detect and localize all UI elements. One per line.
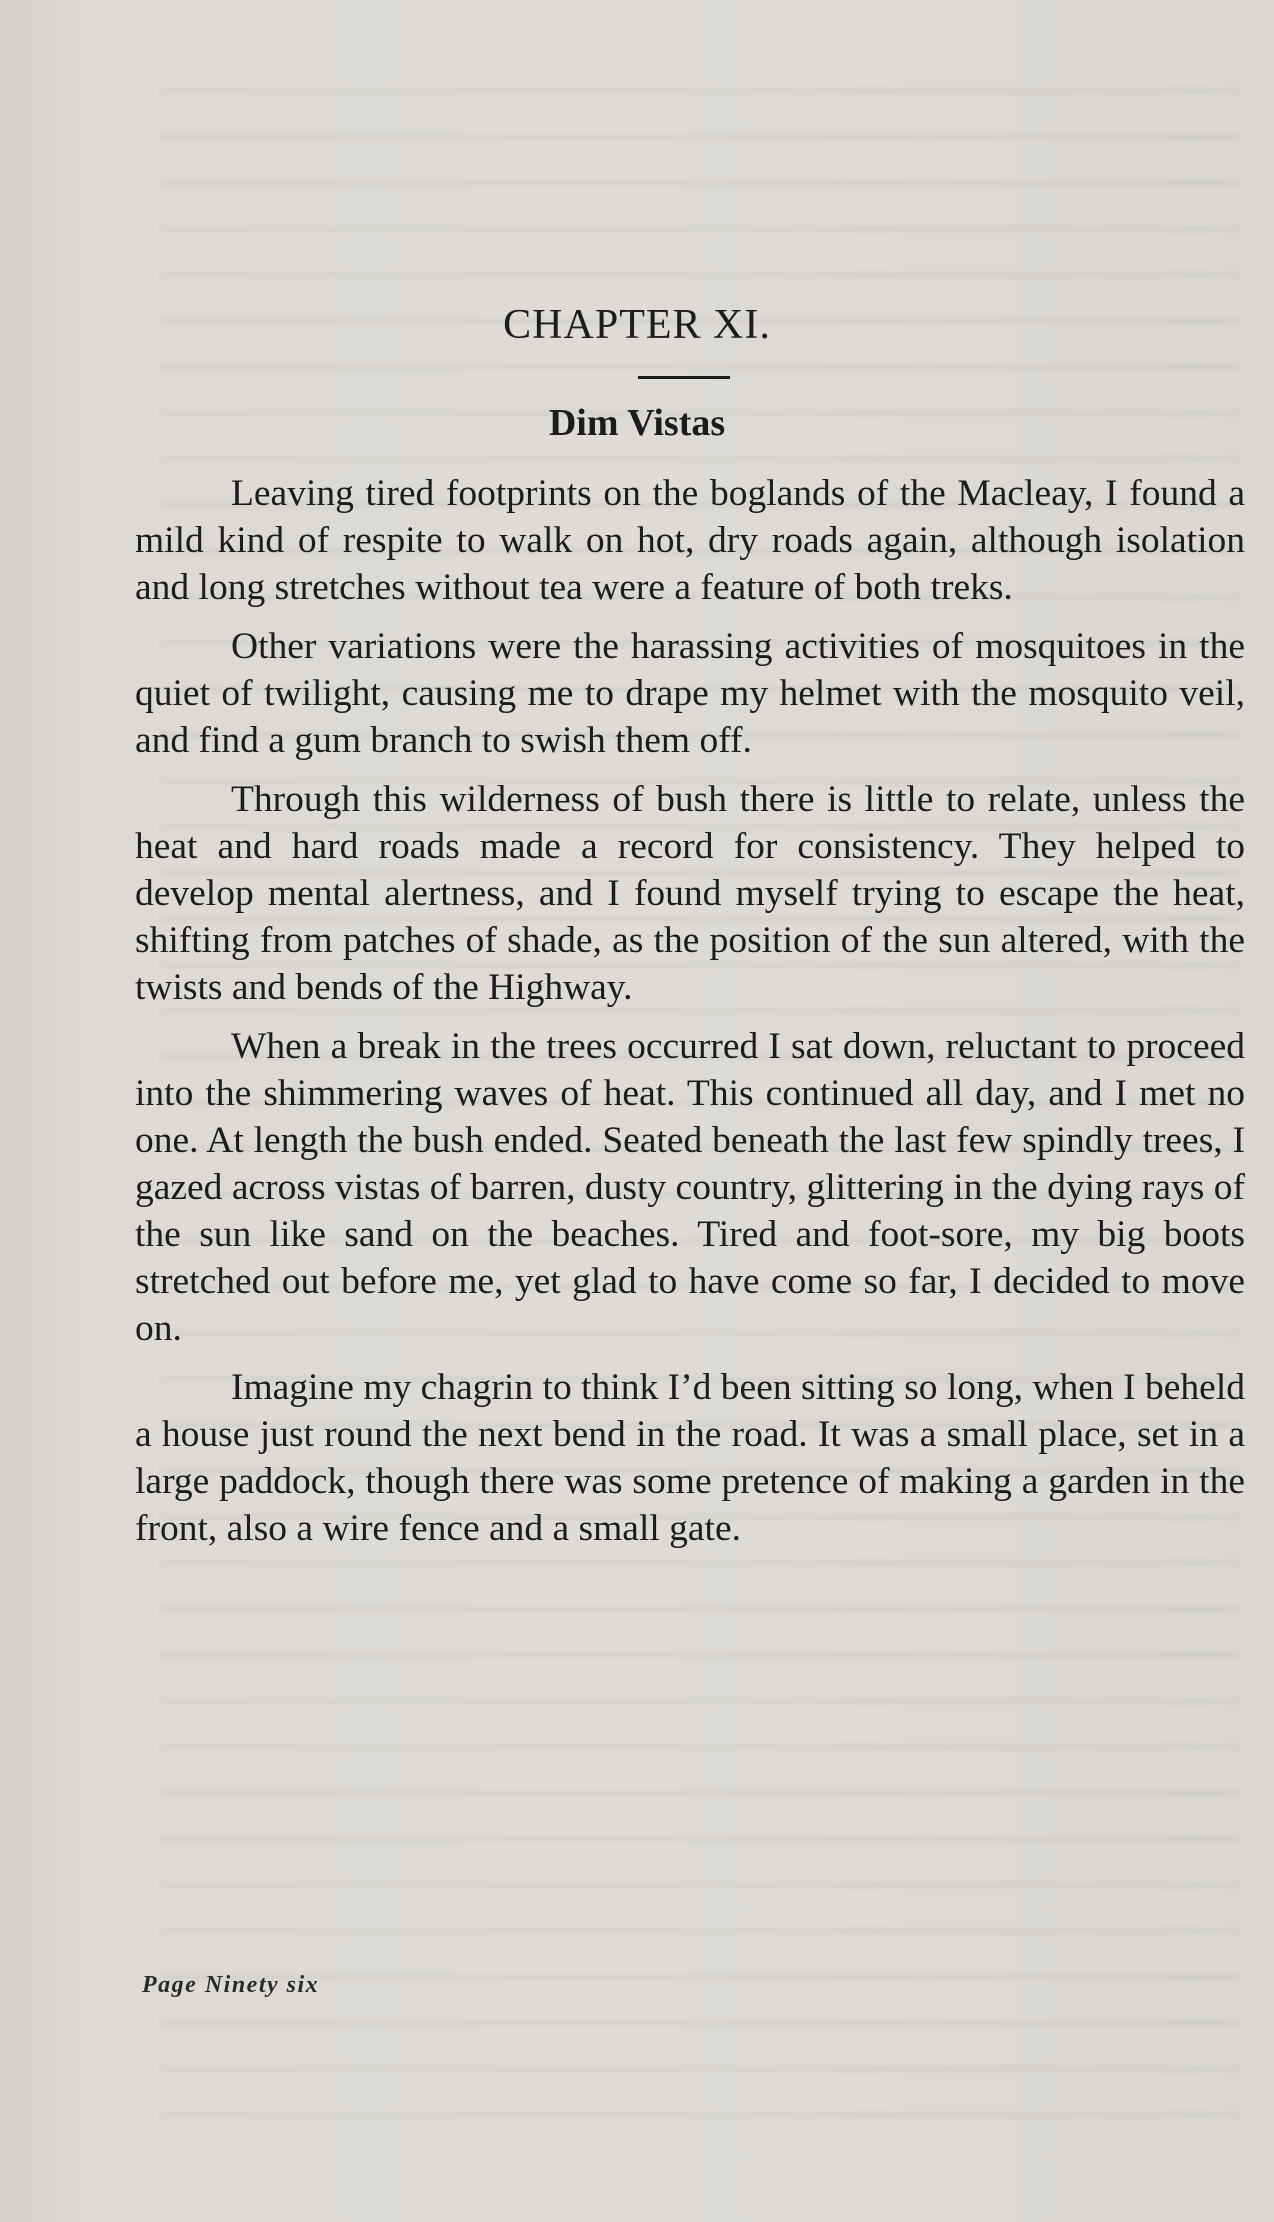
- paragraph: Leaving tired footprints on the boglands of the Macleay, I found a mild kind of respite to walk on hot, dry roads again, although isolation and long stretches without tea were a feature of both treks.: [135, 473, 1245, 608]
- heading-divider: [638, 376, 730, 379]
- paragraph: Imagine my chagrin to think I’d been sitting so long, when I beheld a house just round the next bend in the road. It was a small place, set in a large paddock, though there was some pretence of making a garden in the front, also a wire fence and a small gate.: [135, 1367, 1245, 1549]
- body-text: [135, 470, 1245, 1564]
- chapter-title: Dim Vistas: [548, 402, 726, 444]
- chapter-heading: CHAPTER XI.: [503, 302, 771, 348]
- paragraph: Other variations were the harassing activities of mosquitoes in the quiet of twilight, causing me to drape my helmet with the mosquito veil, and find a gum branch to swish them off.: [135, 626, 1245, 761]
- page-number: Page Ninety six: [142, 1972, 320, 1998]
- paragraph: Through this wilderness of bush there is little to relate, unless the heat and hard roads made a record for consistency. They helped to develop mental alertness, and I found myself trying to escape the heat, shifting from patches of shade, as the position of the sun altered, with the twists and bends of the Highway.: [135, 779, 1245, 1008]
- paragraph: When a break in the trees occurred I sat down, reluctant to proceed into the shimmering waves of heat. This continued all day, and I met no one. At length the bush ended. Seated beneath the last few spindly trees, I gazed across vistas of barren, dusty country, glittering in the dying rays of the sun like sand on the beaches. Tired and foot-sore, my big boots stretched out before me, yet glad to have come so far, I decided to move on.: [135, 1026, 1245, 1349]
